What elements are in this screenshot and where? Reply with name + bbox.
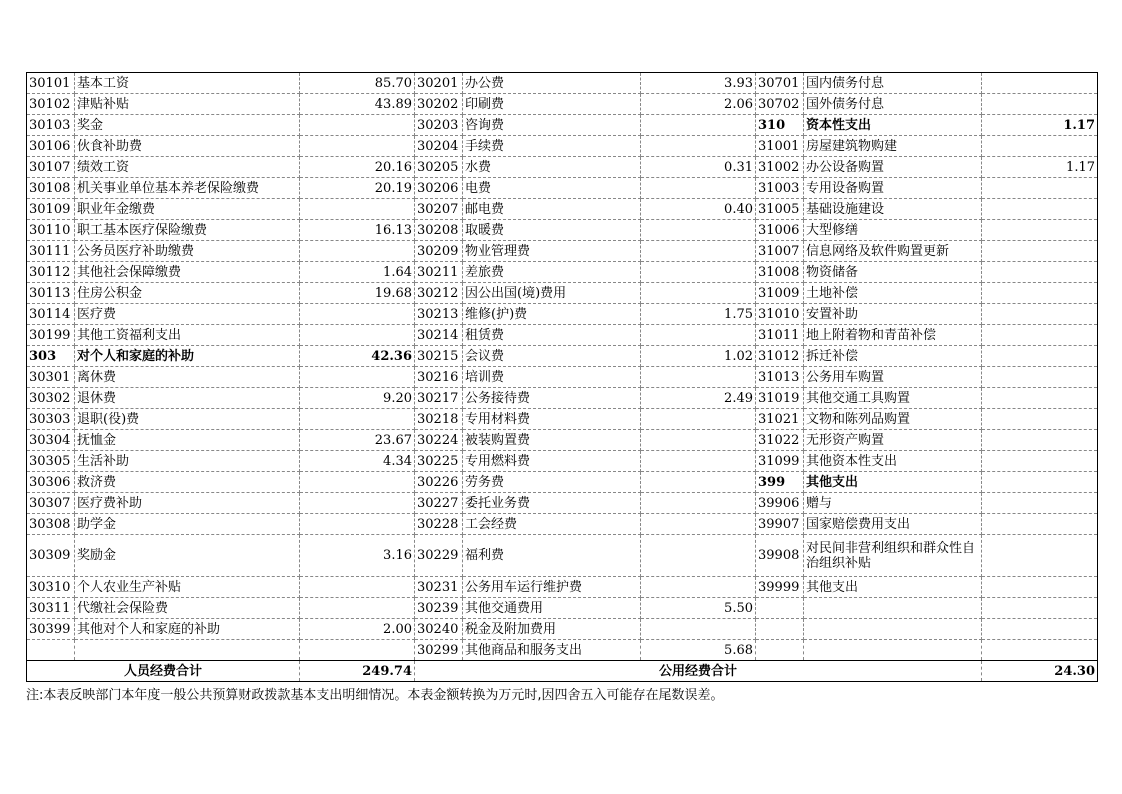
cell-amount: [982, 325, 1098, 346]
cell-code: 31019: [756, 388, 804, 409]
cell-item: 工会经费: [463, 514, 641, 535]
cell-code: 30702: [756, 94, 804, 115]
table-row: [27, 514, 1098, 535]
cell-item: 劳务费: [463, 472, 641, 493]
cell-item: 拆迁补偿: [804, 346, 982, 367]
cell-amount: [300, 493, 415, 514]
cell-code: 30209: [415, 241, 463, 262]
cell-amount: [982, 367, 1098, 388]
cell-item: 咨询费: [463, 115, 641, 136]
cell-amount: 85.70: [300, 73, 415, 94]
cell-code: 30227: [415, 493, 463, 514]
cell-amount: [300, 598, 415, 619]
cell-code: 303: [27, 346, 75, 367]
cell-code: 30102: [27, 94, 75, 115]
cell-code: 30304: [27, 430, 75, 451]
cell-code: 31099: [756, 451, 804, 472]
cell-item: 医疗费补助: [75, 493, 300, 514]
cell-code: 30399: [27, 619, 75, 640]
table-row: [27, 157, 1098, 178]
cell-code: 30204: [415, 136, 463, 157]
table-row: [27, 451, 1098, 472]
cell-item: 因公出国(境)费用: [463, 283, 641, 304]
cell-code: 30217: [415, 388, 463, 409]
cell-amount: 5.68: [641, 640, 756, 661]
cell-amount: 20.19: [300, 178, 415, 199]
cell-code: [27, 640, 75, 661]
cell-item: 其他商品和服务支出: [463, 640, 641, 661]
cell-amount: [300, 640, 415, 661]
cell-amount: 9.20: [300, 388, 415, 409]
expenditure-table-container: [26, 72, 1097, 682]
public-total-label: 公用经费合计: [415, 661, 982, 682]
cell-amount: 3.16: [300, 535, 415, 577]
table-row: [27, 430, 1098, 451]
cell-code: 31003: [756, 178, 804, 199]
cell-amount: [641, 325, 756, 346]
cell-amount: [641, 409, 756, 430]
cell-amount: [300, 325, 415, 346]
cell-code: 30106: [27, 136, 75, 157]
cell-item: 生活补助: [75, 451, 300, 472]
cell-amount: [982, 73, 1098, 94]
cell-code: 39999: [756, 577, 804, 598]
cell-item: 取暖费: [463, 220, 641, 241]
cell-amount: [641, 472, 756, 493]
table-row: [27, 346, 1098, 367]
footnote: 注:本表反映部门本年度一般公共预算财政拨款基本支出明细情况。本表金额转换为万元时,因四舍五入可能存在尾数误差。: [26, 688, 724, 703]
cell-code: 30202: [415, 94, 463, 115]
cell-item: 公务用车购置: [804, 367, 982, 388]
cell-code: 30109: [27, 199, 75, 220]
cell-item: 抚恤金: [75, 430, 300, 451]
cell-code: 30211: [415, 262, 463, 283]
cell-amount: 42.36: [300, 346, 415, 367]
cell-amount: 19.68: [300, 283, 415, 304]
cell-amount: [300, 577, 415, 598]
cell-code: 30226: [415, 472, 463, 493]
cell-item: [804, 640, 982, 661]
cell-amount: [982, 472, 1098, 493]
cell-code: 30701: [756, 73, 804, 94]
cell-code: 39907: [756, 514, 804, 535]
cell-code: 30199: [27, 325, 75, 346]
cell-code: 399: [756, 472, 804, 493]
cell-item: 物资储备: [804, 262, 982, 283]
cell-amount: [641, 283, 756, 304]
cell-item: 安置补助: [804, 304, 982, 325]
cell-amount: [300, 136, 415, 157]
cell-code: 30239: [415, 598, 463, 619]
cell-item: 赠与: [804, 493, 982, 514]
cell-item: 基本工资: [75, 73, 300, 94]
cell-code: 30299: [415, 640, 463, 661]
cell-item: 绩效工资: [75, 157, 300, 178]
cell-item: 机关事业单位基本养老保险缴费: [75, 178, 300, 199]
cell-amount: [982, 493, 1098, 514]
cell-item: 对民间非营利组织和群众性自治组织补贴: [804, 535, 982, 577]
table-row: [27, 94, 1098, 115]
cell-code: 30225: [415, 451, 463, 472]
cell-amount: [982, 262, 1098, 283]
cell-code: 39906: [756, 493, 804, 514]
cell-code: 30216: [415, 367, 463, 388]
cell-item: 公务员医疗补助缴费: [75, 241, 300, 262]
cell-item: 资本性支出: [804, 115, 982, 136]
cell-amount: [982, 220, 1098, 241]
cell-code: 30228: [415, 514, 463, 535]
totals-row: [27, 661, 1098, 682]
cell-item: 国内债务付息: [804, 73, 982, 94]
table-row: [27, 493, 1098, 514]
cell-amount: [982, 283, 1098, 304]
cell-item: 职业年金缴费: [75, 199, 300, 220]
cell-item: 电费: [463, 178, 641, 199]
cell-amount: [982, 304, 1098, 325]
cell-item: 税金及附加费用: [463, 619, 641, 640]
cell-code: 30307: [27, 493, 75, 514]
cell-amount: [641, 241, 756, 262]
cell-amount: [641, 451, 756, 472]
cell-code: 31002: [756, 157, 804, 178]
cell-item: 奖金: [75, 115, 300, 136]
cell-amount: 1.17: [982, 115, 1098, 136]
cell-item: 其他社会保障缴费: [75, 262, 300, 283]
cell-amount: 1.75: [641, 304, 756, 325]
table-row: [27, 535, 1098, 577]
table-row: [27, 640, 1098, 661]
personnel-total-label: 人员经费合计: [27, 661, 300, 682]
cell-item: 离休费: [75, 367, 300, 388]
cell-amount: [641, 535, 756, 577]
cell-amount: 16.13: [300, 220, 415, 241]
cell-item: 大型修缮: [804, 220, 982, 241]
table-row: [27, 598, 1098, 619]
cell-item: 租赁费: [463, 325, 641, 346]
table-row: [27, 388, 1098, 409]
cell-item: [804, 619, 982, 640]
cell-code: 31001: [756, 136, 804, 157]
cell-item: 土地补偿: [804, 283, 982, 304]
cell-code: 30240: [415, 619, 463, 640]
cell-code: 31011: [756, 325, 804, 346]
cell-code: 30114: [27, 304, 75, 325]
cell-item: 维修(护)费: [463, 304, 641, 325]
cell-item: 退职(役)费: [75, 409, 300, 430]
cell-code: 30301: [27, 367, 75, 388]
cell-amount: [641, 493, 756, 514]
cell-item: [804, 598, 982, 619]
cell-amount: [641, 178, 756, 199]
public-total-value: 24.30: [982, 661, 1098, 682]
cell-item: 邮电费: [463, 199, 641, 220]
cell-code: 31006: [756, 220, 804, 241]
cell-code: 30231: [415, 577, 463, 598]
cell-code: 30113: [27, 283, 75, 304]
cell-item: 无形资产购置: [804, 430, 982, 451]
cell-item: 专用燃料费: [463, 451, 641, 472]
cell-item: 水费: [463, 157, 641, 178]
cell-amount: [300, 409, 415, 430]
cell-amount: [641, 430, 756, 451]
cell-code: 30215: [415, 346, 463, 367]
table-row: [27, 409, 1098, 430]
cell-item: 物业管理费: [463, 241, 641, 262]
cell-item: 职工基本医疗保险缴费: [75, 220, 300, 241]
cell-item: 会议费: [463, 346, 641, 367]
cell-amount: 2.00: [300, 619, 415, 640]
cell-amount: [300, 115, 415, 136]
cell-item: 房屋建筑物购建: [804, 136, 982, 157]
cell-code: [756, 598, 804, 619]
cell-amount: 0.31: [641, 157, 756, 178]
cell-item: 委托业务费: [463, 493, 641, 514]
table-row: [27, 367, 1098, 388]
cell-item: 培训费: [463, 367, 641, 388]
cell-code: 30302: [27, 388, 75, 409]
cell-code: 30306: [27, 472, 75, 493]
cell-amount: [982, 136, 1098, 157]
cell-item: 差旅费: [463, 262, 641, 283]
cell-code: [756, 619, 804, 640]
table-row: [27, 115, 1098, 136]
cell-code: 31021: [756, 409, 804, 430]
cell-item: 印刷费: [463, 94, 641, 115]
basic-expenditure-table: [26, 72, 1098, 682]
cell-item: 助学金: [75, 514, 300, 535]
table-row: [27, 73, 1098, 94]
cell-item: 办公费: [463, 73, 641, 94]
cell-amount: [641, 577, 756, 598]
cell-code: 31007: [756, 241, 804, 262]
cell-amount: [982, 640, 1098, 661]
cell-code: 30212: [415, 283, 463, 304]
cell-code: 30214: [415, 325, 463, 346]
cell-code: 30303: [27, 409, 75, 430]
cell-item: 住房公积金: [75, 283, 300, 304]
cell-item: 代缴社会保险费: [75, 598, 300, 619]
personnel-total-value: 249.74: [300, 661, 415, 682]
cell-item: 其他工资福利支出: [75, 325, 300, 346]
cell-code: 30205: [415, 157, 463, 178]
cell-item: 专用设备购置: [804, 178, 982, 199]
cell-code: 30311: [27, 598, 75, 619]
cell-item: 其他交通费用: [463, 598, 641, 619]
table-row: [27, 619, 1098, 640]
cell-code: 30305: [27, 451, 75, 472]
cell-code: 31022: [756, 430, 804, 451]
cell-code: 30203: [415, 115, 463, 136]
cell-amount: [300, 304, 415, 325]
cell-amount: 4.34: [300, 451, 415, 472]
cell-code: 30213: [415, 304, 463, 325]
cell-code: [756, 640, 804, 661]
cell-amount: 1.64: [300, 262, 415, 283]
cell-amount: [982, 241, 1098, 262]
cell-amount: [641, 367, 756, 388]
table-row: [27, 199, 1098, 220]
cell-item: 手续费: [463, 136, 641, 157]
cell-item: 公务用车运行维护费: [463, 577, 641, 598]
cell-code: 31009: [756, 283, 804, 304]
cell-amount: 0.40: [641, 199, 756, 220]
cell-item: 其他对个人和家庭的补助: [75, 619, 300, 640]
cell-code: 30229: [415, 535, 463, 577]
cell-item: 文物和陈列品购置: [804, 409, 982, 430]
cell-amount: [641, 619, 756, 640]
table-row: [27, 178, 1098, 199]
cell-amount: 43.89: [300, 94, 415, 115]
cell-item: 被装购置费: [463, 430, 641, 451]
cell-amount: [641, 115, 756, 136]
cell-item: 其他资本性支出: [804, 451, 982, 472]
cell-amount: [300, 241, 415, 262]
cell-item: 国外债务付息: [804, 94, 982, 115]
cell-item: 其他支出: [804, 472, 982, 493]
cell-code: 30103: [27, 115, 75, 136]
cell-amount: [300, 472, 415, 493]
cell-item: 其他支出: [804, 577, 982, 598]
cell-item: 专用材料费: [463, 409, 641, 430]
cell-amount: [982, 178, 1098, 199]
cell-code: 30110: [27, 220, 75, 241]
cell-amount: [982, 199, 1098, 220]
cell-item: 医疗费: [75, 304, 300, 325]
table-row: [27, 472, 1098, 493]
cell-code: 30201: [415, 73, 463, 94]
cell-code: 31010: [756, 304, 804, 325]
cell-code: 30224: [415, 430, 463, 451]
table-row: [27, 304, 1098, 325]
cell-item: 公务接待费: [463, 388, 641, 409]
cell-amount: 20.16: [300, 157, 415, 178]
cell-amount: [982, 619, 1098, 640]
cell-code: 310: [756, 115, 804, 136]
cell-code: 31008: [756, 262, 804, 283]
cell-code: 31012: [756, 346, 804, 367]
cell-amount: [982, 535, 1098, 577]
cell-item: 个人农业生产补贴: [75, 577, 300, 598]
cell-amount: [300, 367, 415, 388]
cell-amount: [641, 262, 756, 283]
table-row: [27, 220, 1098, 241]
cell-amount: 2.49: [641, 388, 756, 409]
table-row: [27, 283, 1098, 304]
cell-code: 30108: [27, 178, 75, 199]
cell-amount: [982, 409, 1098, 430]
cell-item: 救济费: [75, 472, 300, 493]
cell-amount: 5.50: [641, 598, 756, 619]
cell-item: 地上附着物和青苗补偿: [804, 325, 982, 346]
cell-code: 30111: [27, 241, 75, 262]
cell-code: 30310: [27, 577, 75, 598]
cell-amount: 23.67: [300, 430, 415, 451]
cell-item: 退休费: [75, 388, 300, 409]
table-row: [27, 325, 1098, 346]
cell-code: 31013: [756, 367, 804, 388]
cell-amount: 2.06: [641, 94, 756, 115]
cell-amount: [641, 514, 756, 535]
cell-item: 国家赔偿费用支出: [804, 514, 982, 535]
cell-code: 30112: [27, 262, 75, 283]
cell-amount: [982, 577, 1098, 598]
table-row: [27, 577, 1098, 598]
cell-amount: [641, 220, 756, 241]
cell-code: 30308: [27, 514, 75, 535]
table-body: [27, 73, 1098, 661]
cell-item: 信息网络及软件购置更新: [804, 241, 982, 262]
cell-amount: [982, 598, 1098, 619]
cell-amount: [300, 514, 415, 535]
cell-amount: 1.17: [982, 157, 1098, 178]
cell-amount: [982, 451, 1098, 472]
cell-code: 30107: [27, 157, 75, 178]
cell-code: 30206: [415, 178, 463, 199]
cell-amount: [982, 430, 1098, 451]
cell-amount: 3.93: [641, 73, 756, 94]
cell-item: 对个人和家庭的补助: [75, 346, 300, 367]
cell-item: 基础设施建设: [804, 199, 982, 220]
cell-item: 伙食补助费: [75, 136, 300, 157]
cell-amount: [300, 199, 415, 220]
cell-code: 30309: [27, 535, 75, 577]
cell-amount: [982, 346, 1098, 367]
cell-item: 其他交通工具购置: [804, 388, 982, 409]
cell-amount: [982, 94, 1098, 115]
cell-code: 39908: [756, 535, 804, 577]
cell-amount: 1.02: [641, 346, 756, 367]
cell-code: 30218: [415, 409, 463, 430]
cell-code: 30101: [27, 73, 75, 94]
cell-code: 31005: [756, 199, 804, 220]
table-row: [27, 136, 1098, 157]
cell-code: 30207: [415, 199, 463, 220]
cell-item: [75, 640, 300, 661]
cell-item: 办公设备购置: [804, 157, 982, 178]
cell-amount: [982, 388, 1098, 409]
cell-amount: [982, 514, 1098, 535]
cell-item: 津贴补贴: [75, 94, 300, 115]
cell-code: 30208: [415, 220, 463, 241]
table-row: [27, 241, 1098, 262]
cell-amount: [641, 136, 756, 157]
cell-item: 奖励金: [75, 535, 300, 577]
table-row: [27, 262, 1098, 283]
cell-item: 福利费: [463, 535, 641, 577]
